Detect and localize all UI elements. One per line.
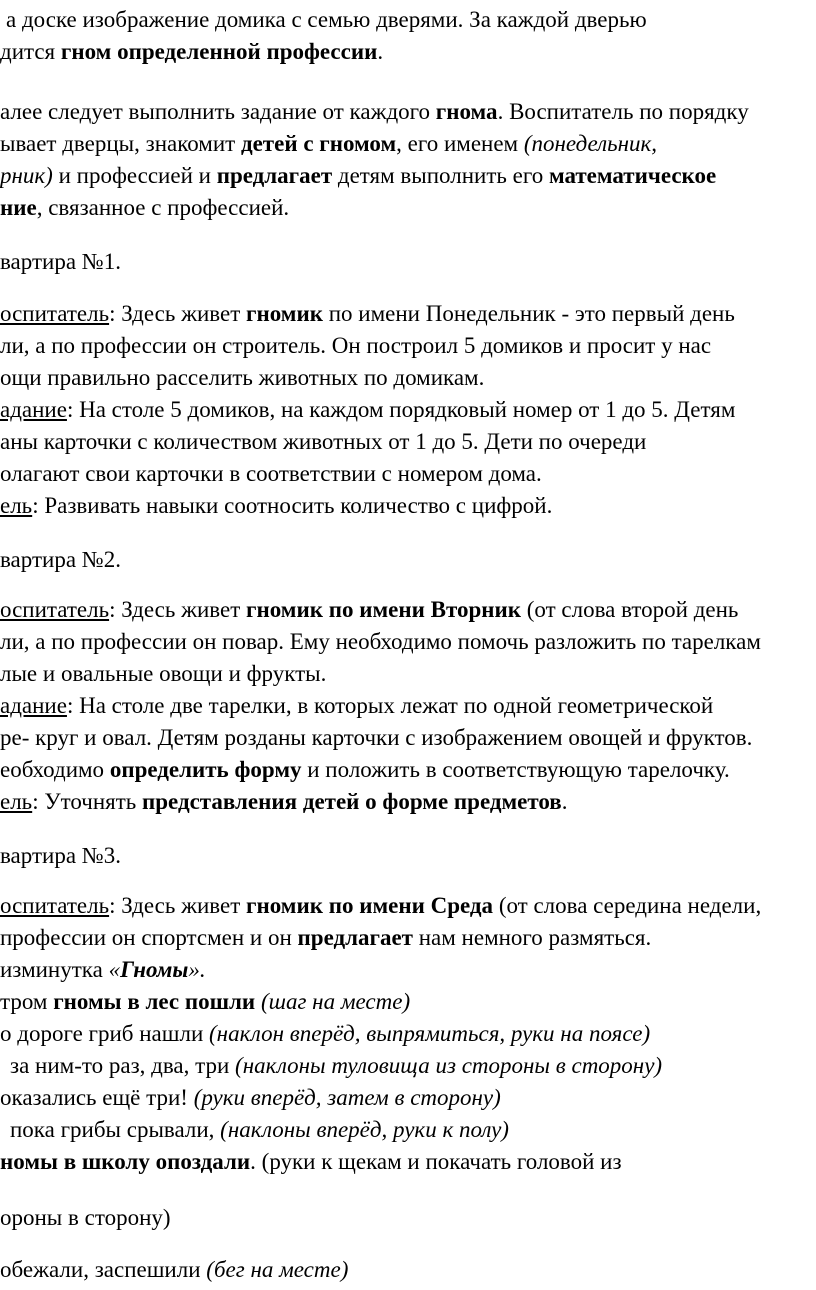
text-line — [0, 130, 657, 158]
text-line — [0, 460, 542, 488]
text-run: ли, а по профессии он повар. Ему необходимо помочь разложить по тарелкам — [0, 629, 761, 654]
text-line — [0, 724, 752, 752]
text-run: за ним-то раз, два, три — [10, 1053, 236, 1078]
text-run: гномик по имени Вторник — [246, 597, 521, 622]
text-run: еобходимо — [0, 757, 110, 782]
text-run: , его именем — [396, 131, 524, 156]
text-line — [0, 300, 735, 328]
text-line — [0, 546, 121, 574]
text-line — [0, 162, 716, 190]
text-run: . — [377, 39, 384, 64]
text-run: оказались ещё три! — [0, 1085, 194, 1110]
text-run: ре- круг и овал. Детям розданы карточки с изображением овощей и фруктов. — [0, 725, 753, 750]
text-line — [0, 924, 651, 952]
text-run: лые и овальные овощи и фрукты. — [0, 661, 327, 686]
text-run: (бег на месте) — [206, 1257, 349, 1282]
text-run: по имени Понедельник - это первый день — [322, 301, 735, 326]
text-run: ощи правильно расселить животных по домикам. — [0, 365, 485, 390]
text-run: нам немного размяться. — [412, 925, 652, 950]
text-run: ороны в сторону) — [0, 1205, 171, 1230]
text-run: , связанное с профессией. — [36, 195, 290, 220]
text-run: : Здесь живет — [109, 597, 247, 622]
text-run: гномик по имени Среда — [246, 893, 494, 918]
text-run: оспитатель — [0, 893, 110, 918]
text-line — [0, 1204, 171, 1232]
text-run: алее следует выполнить задание от каждого — [0, 99, 436, 124]
text-run: адание — [0, 397, 67, 422]
text-run: оспитатель — [0, 597, 110, 622]
text-line — [0, 956, 206, 984]
text-run: вартира №1. — [0, 249, 121, 274]
text-run: номы в школу опоздали — [0, 1149, 251, 1174]
text-run: ывает дверцы, знакомит — [0, 131, 241, 156]
text-run: : На столе 5 домиков, на каждом порядковый номер от 1 до 5. Детям — [66, 397, 736, 422]
text-run: (от слова второй день — [521, 597, 739, 622]
text-run: ель — [0, 789, 33, 814]
text-line — [0, 842, 121, 870]
text-run: тром — [0, 989, 54, 1014]
text-run: о дороге гриб нашли — [0, 1021, 209, 1046]
text-run: предлагает — [297, 925, 413, 950]
text-run: ». — [188, 957, 206, 982]
text-line — [0, 98, 749, 126]
text-line — [10, 1052, 662, 1080]
text-run: вартира №2. — [0, 547, 121, 572]
text-run: : Уточнять — [32, 789, 143, 814]
text-run: дится — [0, 39, 61, 64]
text-line — [0, 660, 326, 688]
text-line — [0, 364, 484, 392]
text-run: . — [561, 789, 568, 814]
text-run: гнома — [435, 99, 498, 124]
text-line — [0, 628, 761, 656]
text-line — [0, 988, 410, 1016]
text-line — [10, 1116, 509, 1144]
text-run: (наклон вперёд, выпрямиться, руки на поясе) — [209, 1021, 651, 1046]
text-run: математическое — [548, 163, 717, 188]
text-run: ние — [0, 195, 37, 220]
text-line — [0, 248, 121, 276]
text-line — [0, 788, 567, 816]
text-run: адание — [0, 693, 67, 718]
text-run: « — [108, 957, 121, 982]
text-line — [0, 1084, 501, 1112]
text-run: (наклоны вперёд, руки к полу) — [220, 1117, 509, 1142]
text-run: обежали, заспешили — [0, 1257, 207, 1282]
text-run: изминутка — [0, 957, 109, 982]
text-run: а доске изображение домика с семью дверями. За каждой дверью — [6, 7, 647, 32]
text-run: профессии он спортсмен и он — [0, 925, 298, 950]
text-line — [0, 692, 713, 720]
text-run: гномы в лес пошли — [53, 989, 256, 1014]
text-line — [0, 756, 730, 784]
text-run: : Здесь живет — [109, 893, 247, 918]
text-run: детей с гномом — [240, 131, 397, 156]
text-line — [0, 194, 289, 222]
text-run: представления детей о форме предметов — [142, 789, 562, 814]
text-run: : Развивать навыки соотносить количество с цифрой. — [32, 493, 553, 518]
text-run: и профессией и — [52, 163, 217, 188]
text-run: (от слова середина недели, — [493, 893, 762, 918]
text-run: ель — [0, 493, 33, 518]
text-line — [0, 38, 383, 66]
text-run: (шаг на месте) — [255, 989, 411, 1014]
text-run: : На столе две тарелки, в которых лежат по одной геометрической — [66, 693, 714, 718]
text-line — [0, 892, 761, 920]
text-run: (наклоны туловища из стороны в сторону) — [235, 1053, 663, 1078]
text-run: ли, а по профессии он строитель. Он построил 5 домиков и просит у нас — [0, 333, 712, 358]
text-run: гном определенной профессии — [60, 39, 378, 64]
text-run: : Здесь живет — [109, 301, 247, 326]
text-run: предлагает — [216, 163, 333, 188]
text-line — [0, 1020, 650, 1048]
text-run: олагают свои карточки в соответствии с номером дома. — [0, 461, 542, 486]
text-run: и положить в соответствующую тарелочку. — [301, 757, 730, 782]
text-run: пока грибы срывали, — [10, 1117, 221, 1142]
text-run: . Воспитатель по порядку — [497, 99, 749, 124]
text-run: гномик — [246, 301, 323, 326]
text-line — [0, 492, 552, 520]
text-run: Гномы — [120, 957, 189, 982]
text-run: . (руки к щекам и покачать головой из — [250, 1149, 622, 1174]
text-line — [6, 6, 647, 34]
text-line — [0, 596, 738, 624]
text-run: вартира №3. — [0, 843, 121, 868]
text-line — [0, 428, 646, 456]
text-run: оспитатель — [0, 301, 110, 326]
text-line — [0, 332, 711, 360]
text-run: (понедельник, — [523, 131, 658, 156]
text-run: аны карточки с количеством животных от 1 до 5. Дети по очереди — [0, 429, 647, 454]
text-run: определить форму — [109, 757, 302, 782]
text-line — [0, 1148, 622, 1176]
text-run: (руки вперёд, затем в сторону) — [193, 1085, 501, 1110]
text-line — [0, 1256, 348, 1284]
text-run: рник) — [0, 163, 53, 188]
text-line — [0, 396, 735, 424]
text-run: детям выполнить его — [332, 163, 549, 188]
